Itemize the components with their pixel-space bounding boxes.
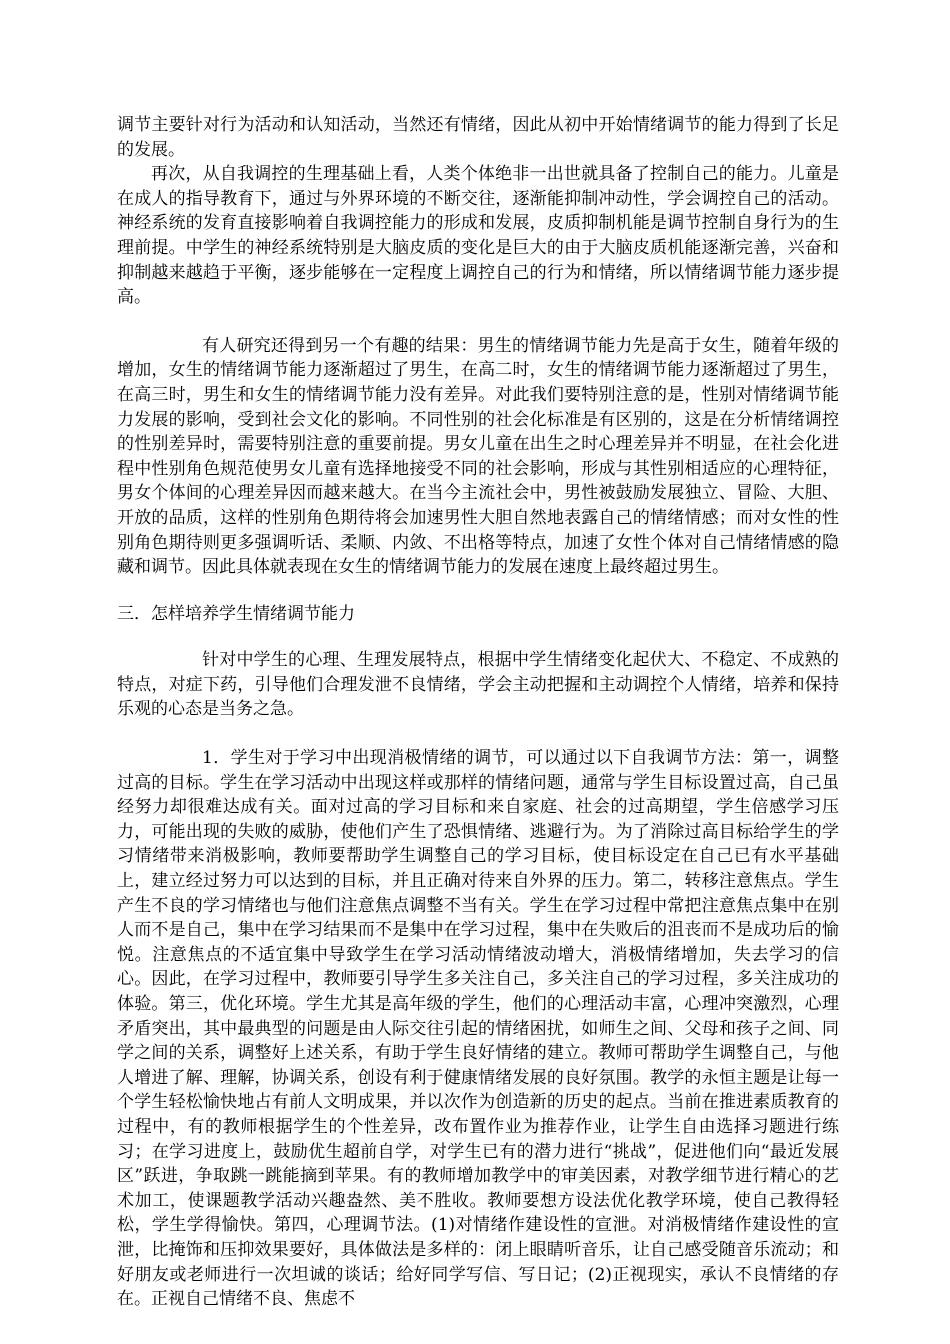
section-heading: 三．怎样培养学生情绪调节能力 [117,603,355,624]
paragraph-cultivation-intro: 针对中学生的心理、生理发展特点，根据中学生情绪变化起伏大、不稳定、不成熟的特点，对症下药，引导他们合理发泄不良情绪，学会主动把握和主动调控个人情绪，培养和保持乐观的心态是当务之急。 [117,650,839,720]
document-page [117,113,839,1312]
paragraph-self-regulation-methods: 1．学生对于学习中出现消极情绪的调节，可以通过以下自我调节方法：第一，调整过高的目标。学生在学习活动中出现这样或那样的情绪问题，通常与学生目标设置过高，自己虽经努力却很难达成有关。面对过高的学习目标和来自家庭、社会的过高期望，学生倍感学习压力，可能出现的失败的威胁，使他们产生了恐惧情绪、逃避行为。为了消除过高目标给学生的学习情绪带来消极影响，教师要帮助学生调整自己的学习目标，使目标设定在自己已有水平基础上，建立经过努力可以达到的目标，并且正确对待来自外界的压力。第二，转移注意焦点。学生产生不良的学习情绪也与他们注意焦点调整不当有关。学生在学习过程中常把注意焦点集中在别人而不是自己，集中在学习结果而不是集中在学习过程，集中在失败后的沮丧而不是成功后的愉悦。注意焦点的不适宜集中导致学生在学习活动情绪波动增大，消极情绪增加，失去学习的信心。因此，在学习过程中，教师要引导学生多关注自己，多关注自己的学习过程，多关注成功的体验。第三，优化环境。学生尤其是高年级的学生，他们的心理活动丰富，心理冲突激烈，心理矛盾突出，其中最典型的问题是由人际交往引起的情绪困扰，如师生之间、父母和孩子之间、同学之间的关系，调整好上述关系，有助于学生良好情绪的建立。教师可帮助学生调整自己，与他人增进了解、理解，协调关系，创设有利于健康情绪发展的良好氛围。教学的永恒主题是让每一个学生轻松愉快地占有前人文明成果，并以次作为创造新的历史的起点。当前在推进素质教育的过程中，有的教师根据学生的个性差异，改布置作业为推荐作业，让学生自由选择习题进行练习；在学习进度上，鼓励优生超前自学，对学生已有的潜力进行“挑战”，促进他们向“最近发展区”跃进，争取跳一跳能摘到苹果。有的教师增加教学中的审美因素，对教学细节进行精心的艺术加工，使课题教学活动兴趣盎然、美不胜收。教师要想方设法优化教学环境，使自己教得轻松，学生学得愉快。第四，心理调节法。(1)对情绪作建设性的宣泄。对消极情绪作建设性的宣泄，比掩饰和压抑效果要好，具体做法是多样的：闭上眼睛听音乐，让自己感受随音乐流动；和好朋友或老师进行一次坦诚的谈话；给好同学写信、写日记；(2)正视现实，承认不良情绪的存在。正视自己情绪不良、焦虑不 [117,748,839,1310]
paragraph-continuation: 调节主要针对行为活动和认知活动，当然还有情绪，因此从初中开始情绪调节的能力得到了长足的发展。 [117,115,839,160]
paragraph-gender-differences: 有人研究还得到另一个有趣的结果：男生的情绪调节能力先是高于女生，随着年级的增加，女生的情绪调节能力逐渐超过了男生，在高二时，女生的情绪调节能力逐渐超过了男生，在高三时，男生和女生的情绪调节能力没有差异。对此我们要特别注意的是，性别对情绪调节能力发展的影响，受到社会文化的影响。不同性别的社会化标准是有区别的，这是在分析情绪调控的性别差异时，需要特别注意的重要前提。男女儿童在出生之时心理差异并不明显，在社会化进程中性别角色规范使男女儿童有选择地接受不同的社会影响，形成与其性别相适应的心理特征，男女个体间的心理差异因而越来越大。在当今主流社会中，男性被鼓励发展独立、冒险、大胆、开放的品质，这样的性别角色期待将会加速男性大胆自然地表露自己的情绪情感；而对女性的性别角色期待则更多强调听话、柔顺、内敛、不出格等特点，加速了女性个体对自己情绪情感的隐藏和调节。因此具体就表现在女生的情绪调节能力的发展在速度上最终超过男生。 [117,335,839,578]
paragraph-physiological-basis: 再次，从自我调控的生理基础上看，人类个体绝非一出世就具备了控制自己的能力。儿童是在成人的指导教育下，通过与外界环境的不断交往，逐渐能抑制冲动性，学会调控自己的活动。神经系统的发育直接影响着自我调控能力的形成和发展，皮质抑制机能是调节控制自身行为的生理前提。中学生的神经系统特别是大脑皮质的变化是巨大的由于大脑皮质机能逐渐完善，兴奋和抑制越来越趋于平衡，逐步能够在一定程度上调控自己的行为和情绪，所以情绪调节能力逐步提高。 [117,164,839,308]
